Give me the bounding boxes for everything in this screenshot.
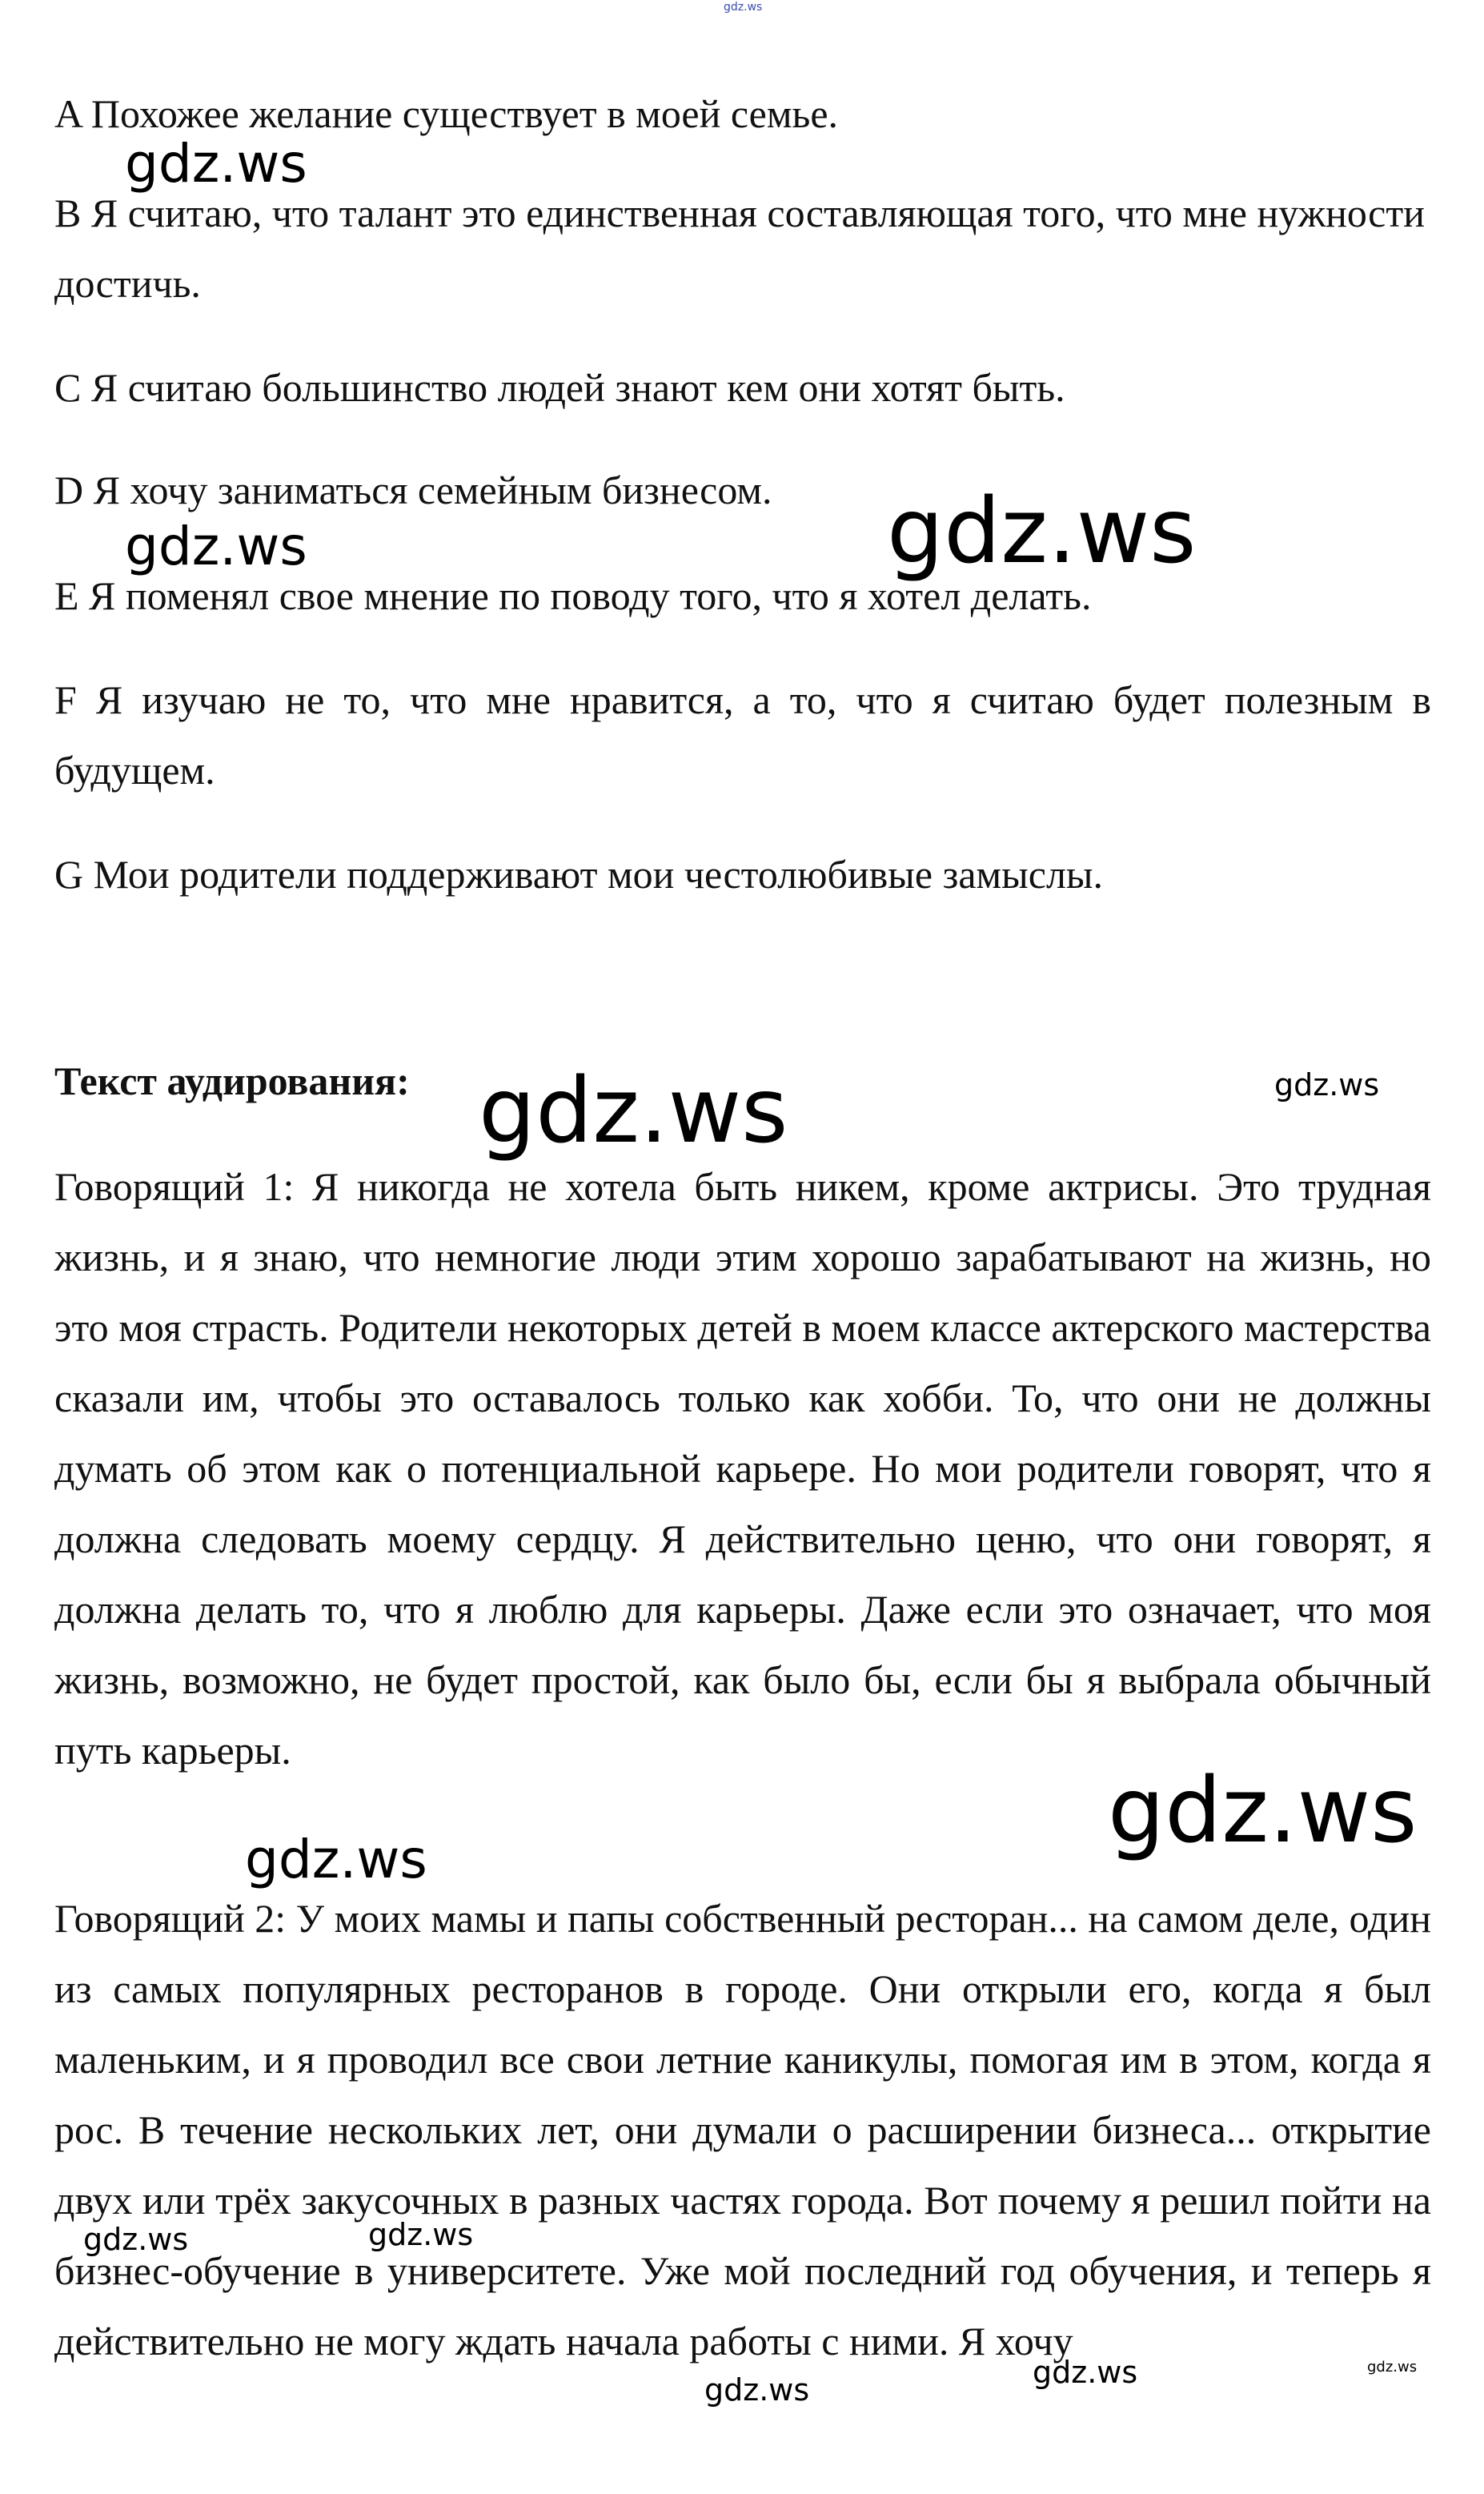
watermark: gdz.ws [83,2222,189,2257]
watermark: gdz.ws [245,1829,427,1890]
option-text: Я изучаю не то, что мне нравится, а то, что я считаю будет полезным в будущем. [54,677,1432,793]
watermark: gdz.ws [368,2217,474,2252]
option-letter: G [54,852,84,897]
option-letter: C [54,365,82,410]
watermark: gdz.ws [704,2372,810,2408]
option-text: Мои родители поддерживают мои честолюбивые замыслы. [93,852,1103,897]
option-text: Я поменял свое мнение по поводу того, что я хотел делать. [89,573,1092,618]
listening-heading: Текст аудирования: [54,1058,410,1103]
option-letter: D [54,468,84,512]
speaker-1-text: Говорящий 1: Я никогда не хотела быть никем, кроме актрисы. Это трудная жизнь, и я знаю, что немногие люди этим хорошо зарабатывают на жизнь, но это моя страсть. Родители некоторых детей в моем классе актерского мастерства сказали им, чтобы это оставалось только как хобби. То, что они не должны думать об этом как о потенциальной карьере. Но мои родители говорят, что я должна следовать моему сердцу. Я действительно ценю, что они говорят, я должна делать то, что я люблю для карьеры. Даже если это означает, что моя жизнь, возможно, не будет простой, как было бы, если бы я выбрала обычный путь карьеры. [54,1164,1431,1773]
watermark: gdz.ws [479,1059,788,1163]
option-letter: E [54,573,79,618]
option-f [54,665,1431,805]
watermark: gdz.ws [1274,1067,1380,1102]
option-b [54,178,1431,319]
watermark: gdz.ws [125,516,307,577]
option-letter: B [54,191,82,235]
watermark: gdz.ws [1108,1759,1418,1863]
speaker-2-text: Говорящий 2: У моих мамы и папы собственный ресторан... на самом деле, один из самых популярных ресторанов в городе. Они открыли его, когда я был маленьким, и я проводил все свои летние каникулы, помогая им в этом, когда я рос. В течение нескольких лет, они думали о расширении бизнеса... открытие двух или трёх закусочных в разных частях города. Вот почему я решил пойти на бизнес-обучение в университете. Уже мой последний год обучения, и теперь я действительно не могу ждать начала работы с ними. Я хочу [54,1896,1431,2363]
watermark: gdz.ws [887,480,1197,584]
option-c [54,352,1431,423]
option-d [54,455,1431,525]
option-text: Похожее желание существует в моей семье. [90,91,839,136]
option-text: Я хочу заниматься семейным бизнесом. [93,468,772,512]
option-letter: A [54,91,82,136]
watermark: gdz.ws [724,1,763,14]
option-letter: F [54,677,77,722]
option-g [54,839,1431,910]
watermark: gdz.ws [125,133,307,195]
watermark: gdz.ws [1367,2359,1418,2376]
option-text: Я считаю большинство людей знают кем они хотят быть. [90,365,1065,410]
watermark: gdz.ws [1033,2355,1138,2390]
option-text: Я считаю, что талант это единственная составляющая того, что мне нужности достичь. [54,191,1425,306]
